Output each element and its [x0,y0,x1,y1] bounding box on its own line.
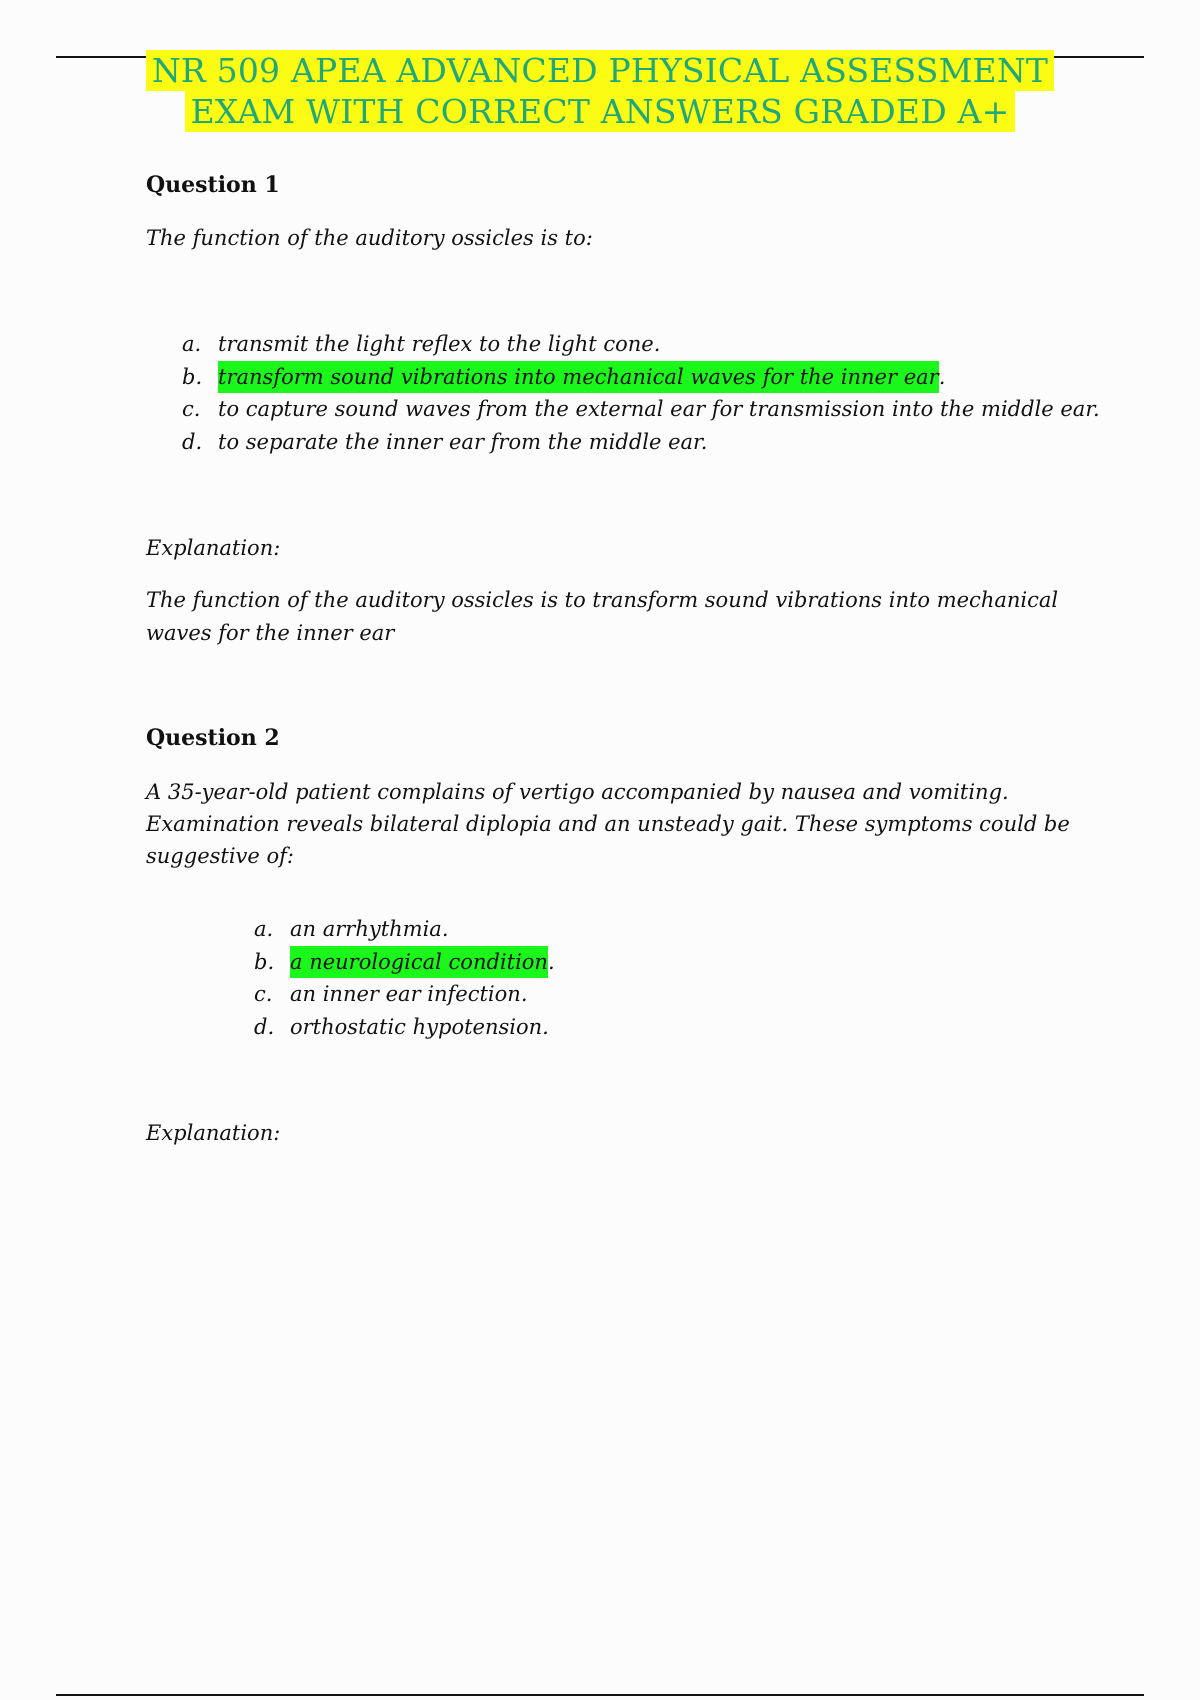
option-letter: b. [182,364,203,389]
explanation-label: Explanation: [146,536,281,560]
option-a [254,913,555,946]
question-1-explanation-block [146,584,1086,649]
question-stem: The function of the auditory ossicles is to: [146,226,593,250]
question-2-explanation-label-block [146,1118,1106,1148]
option-text: an arrhythmia. [290,917,449,941]
option-letter: c. [182,397,201,421]
option-letter: d. [182,429,203,454]
question-1-heading-block [146,170,1106,200]
question-1-stem-block [146,222,1106,254]
option-d [254,1011,555,1044]
option-c [254,978,555,1011]
explanation-text: The function of the auditory ossicles is to transform sound vibrations into mechanical waves for the inner ear [146,588,1059,645]
option-letter: a. [254,917,274,941]
option-suffix: . [547,949,555,974]
title-line-1: NR 509 APEA ADVANCED PHYSICAL ASSESSMENT [146,50,1054,91]
option-c [182,393,1100,426]
correct-answer-highlight: a neurological condition [290,946,548,979]
footer-rule [56,1694,1144,1696]
question-heading: Question 2 [146,725,280,751]
explanation-label: Explanation: [146,1121,281,1145]
option-suffix: . [938,364,946,389]
option-b-correct [254,946,555,979]
question-heading: Question 1 [146,172,280,198]
question-1-options [182,328,1100,458]
question-stem: A 35-year-old patient complains of vertigo accompanied by nausea and vomiting. Examination reveals bilateral diplopia and an unsteady gait. These symptoms could be suggestive of: [146,780,1070,868]
option-text: an inner ear infection. [290,982,528,1006]
question-2-stem-block [146,776,1106,872]
option-b-correct [182,361,1100,394]
option-text: to capture sound waves from the external ear for transmission into the middle ear. [218,397,1100,421]
option-text: orthostatic hypotension. [290,1014,549,1039]
question-2-heading-block [146,723,1106,753]
document-title [0,50,1200,132]
title-line-2: EXAM WITH CORRECT ANSWERS GRADED A+ [185,91,1016,132]
option-text: to separate the inner ear from the middle ear. [218,429,708,454]
option-letter: c. [254,982,273,1006]
option-a [182,328,1100,361]
option-text: transmit the light reflex to the light cone. [218,332,661,356]
question-1-explanation-label-block [146,533,1106,563]
option-d [182,426,1100,459]
option-letter: a. [182,332,202,356]
question-2-options [254,913,555,1043]
option-letter: b. [254,949,275,974]
option-letter: d. [254,1014,275,1039]
correct-answer-highlight: transform sound vibrations into mechanical waves for the inner ear [218,361,939,394]
